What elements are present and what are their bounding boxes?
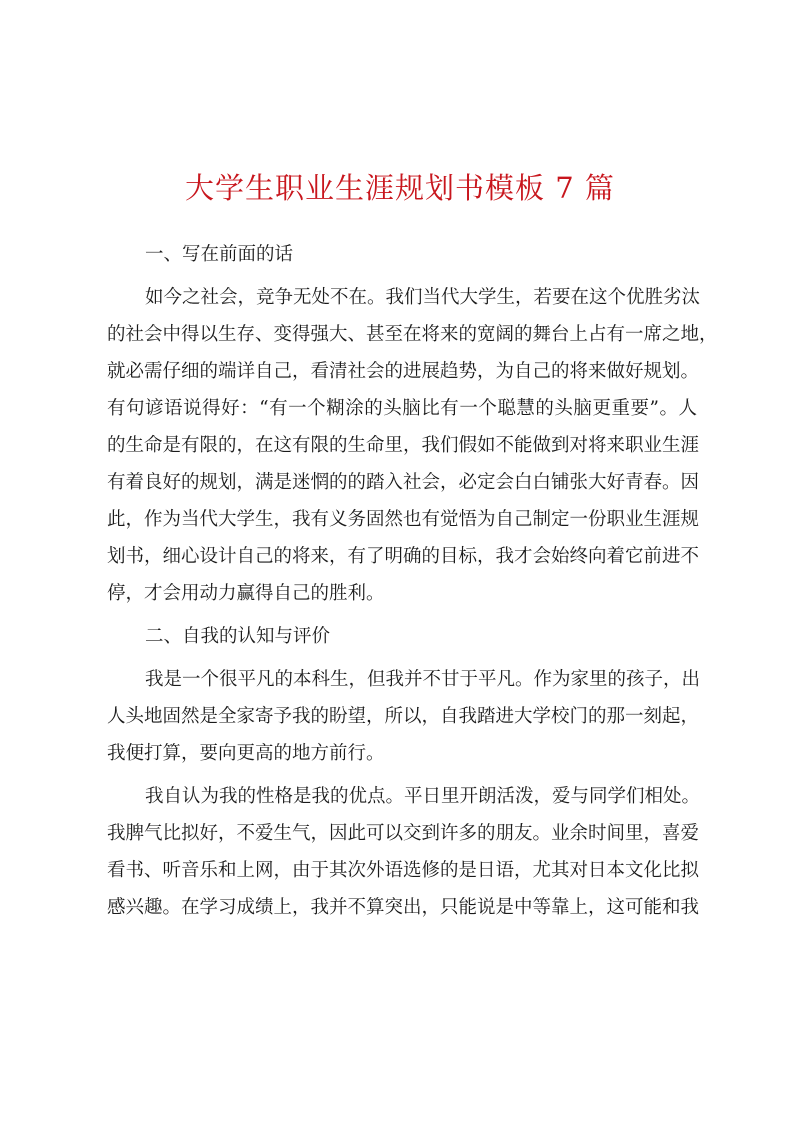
text-line: 我自认为我的性格是我的优点。平日里开朗活泼，爱与同学们相处。 bbox=[145, 786, 701, 807]
text-line: 此，作为当代大学生，我有义务固然也有觉悟为自己制定一份职业生涯规 bbox=[107, 509, 700, 530]
text-line: 就必需仔细的端详自己，看清社会的进展趋势，为自己的将来做好规划。 bbox=[107, 361, 700, 382]
text-line: 有着良好的规划，满是迷惘的的踏入社会，必定会白白铺张大好青春。因 bbox=[107, 472, 700, 493]
text-line: 感兴趣。在学习成绩上，我并不算突出，只能说是中等靠上，这可能和我 bbox=[107, 897, 700, 918]
text-line: 划书，细心设计自己的将来，有了明确的目标，我才会始终向着它前进不 bbox=[107, 546, 700, 567]
body-paragraph bbox=[107, 661, 701, 772]
text-line: 一、写在前面的话 bbox=[145, 244, 294, 265]
section-heading bbox=[107, 618, 697, 655]
text-line: 的社会中得以生存、变得强大、甚至在将来的宽阔的舞台上占有一席之地， bbox=[107, 324, 718, 345]
text-line: 的生命是有限的，在这有限的生命里，我们假如不能做到对将来职业生涯 bbox=[107, 435, 700, 456]
section-heading bbox=[107, 236, 697, 273]
body-paragraph bbox=[107, 279, 718, 612]
document-body bbox=[107, 236, 718, 926]
document-title: 大学生职业生涯规划书模板 7 篇 bbox=[185, 171, 615, 205]
text-line: 有句谚语说得好：“有一个糊涂的头脑比有一个聪慧的头脑更重要”。人 bbox=[107, 398, 697, 419]
text-line: 我便打算，要向更高的地方前行。 bbox=[107, 743, 385, 764]
text-line: 我是一个很平凡的本科生，但我并不甘于平凡。作为家里的孩子，出 bbox=[145, 669, 701, 690]
text-line: 停，才会用动力赢得自己的胜利。 bbox=[107, 583, 385, 604]
text-line: 如今之社会，竞争无处不在。我们当代大学生，若要在这个优胜劣汰 bbox=[145, 287, 701, 308]
text-line: 看书、听音乐和上网，由于其次外语选修的是日语，尤其对日本文化比拟 bbox=[107, 860, 700, 881]
body-paragraph bbox=[107, 778, 701, 926]
text-line: 人头地固然是全家寄予我的盼望，所以，自我踏进大学校门的那一刻起， bbox=[107, 706, 700, 727]
text-line: 我脾气比拟好，不爱生气，因此可以交到许多的朋友。业余时间里，喜爱 bbox=[107, 823, 700, 844]
text-line: 二、自我的认知与评价 bbox=[145, 626, 331, 647]
